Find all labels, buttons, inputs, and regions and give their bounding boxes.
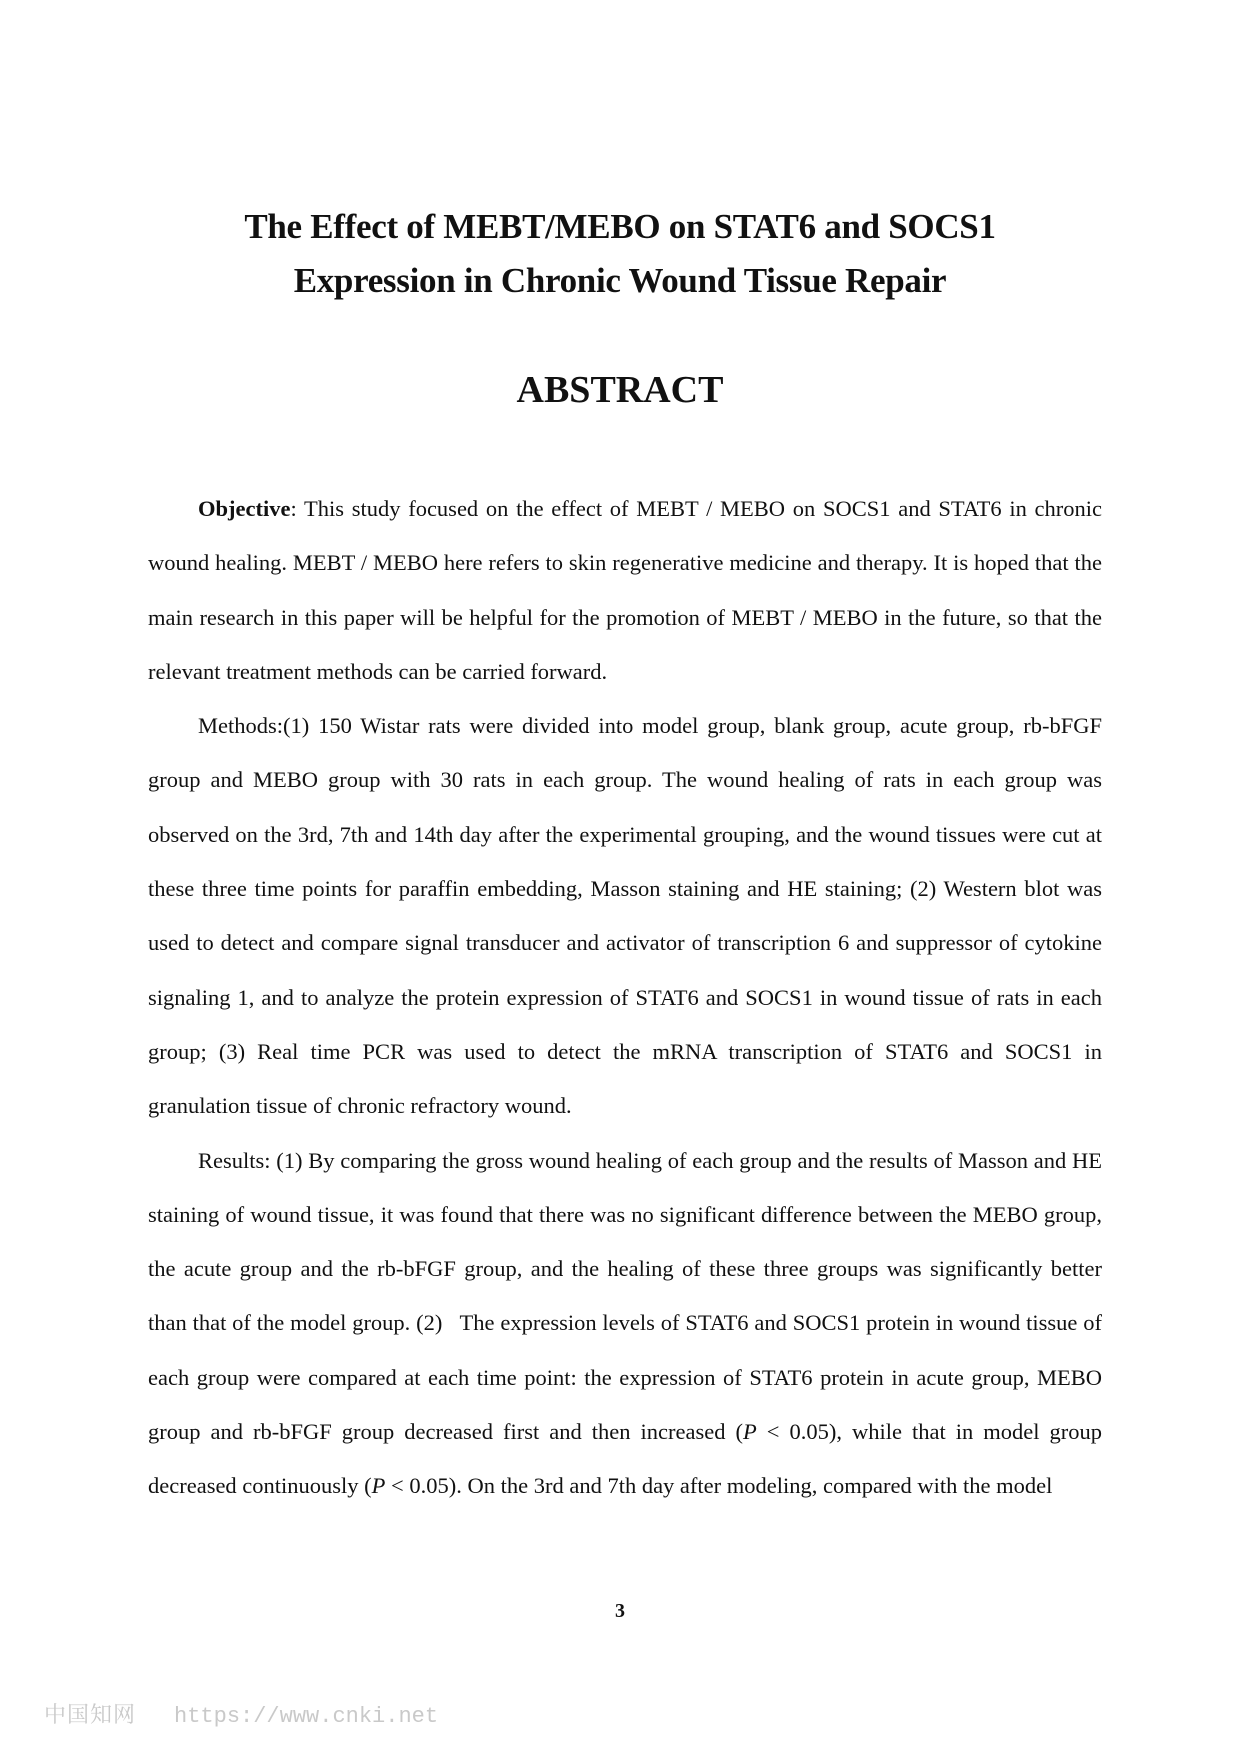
results-text-part-2: < 0.05), while that in model group decreased continuously ( — [148, 1419, 1102, 1499]
paper-title-line-2: Expression in Chronic Wound Tissue Repair — [293, 261, 947, 300]
p-value-symbol: P — [742, 1419, 757, 1445]
abstract-body — [148, 482, 1102, 1514]
objective-label: Objective — [198, 496, 291, 521]
paper-title-line-1: The Effect of MEBT/MEBO on STAT6 and SOCS1 — [244, 207, 996, 246]
abstract-heading: ABSTRACT — [516, 369, 724, 411]
cnki-watermark — [44, 1698, 438, 1729]
objective-text: : This study focused on the effect of MEBT / MEBO on SOCS1 and STAT6 in chronic wound healing. MEBT / MEBO here refers to skin regenerative medicine and therapy. It is hoped that the main research in this paper will be helpful for the promotion of MEBT / MEBO in the future, so that the relevant treatment methods can be carried forward. — [148, 496, 1102, 684]
objective-paragraph — [148, 482, 1102, 699]
watermark-chinese-text: 中国知网 — [44, 1703, 137, 1728]
page-number: 3 — [615, 1600, 625, 1622]
p-value-symbol: P — [371, 1473, 386, 1499]
results-text-part-3: < 0.05). On the 3rd and 7th day after modeling, compared with the model — [385, 1473, 1053, 1499]
paper-title — [0, 200, 1240, 308]
results-paragraph — [148, 1134, 1102, 1514]
results-text-part-1: Results: (1) By comparing the gross wound healing of each group and the results of Masson and HE staining of wound tissue, it was found that there was no significant difference between the MEBO group, the acute group and the rb-bFGF group, and the healing of these three groups was significantly better than that of the model group. (2) The expression levels of STAT6 and SOCS1 protein in wound tissue of each group were compared at each time point: the expression of STAT6 protein in acute group, MEBO group and rb-bFGF group decreased first and then increased ( — [148, 1147, 1102, 1445]
watermark-url: https://www.cnki.net — [174, 1704, 439, 1729]
methods-paragraph: Methods:(1) 150 Wistar rats were divided into model group, blank group, acute group, rb-bFGF group and MEBO group with 30 rats in each group. The wound healing of rats in each group was observed on the 3rd, 7th and 14th day after the experimental grouping, and the wound tissues were cut at these three time points for paraffin embedding, Masson staining and HE staining; (2) Western blot was used to detect and compare signal transducer and activator of transcription 6 and suppressor of cytokine signaling 1, and to analyze the protein expression of STAT6 and SOCS1 in wound tissue of rats in each group; (3) Real time PCR was used to detect the mRNA transcription of STAT6 and SOCS1 in granulation tissue of chronic refractory wound. — [148, 713, 1102, 1119]
